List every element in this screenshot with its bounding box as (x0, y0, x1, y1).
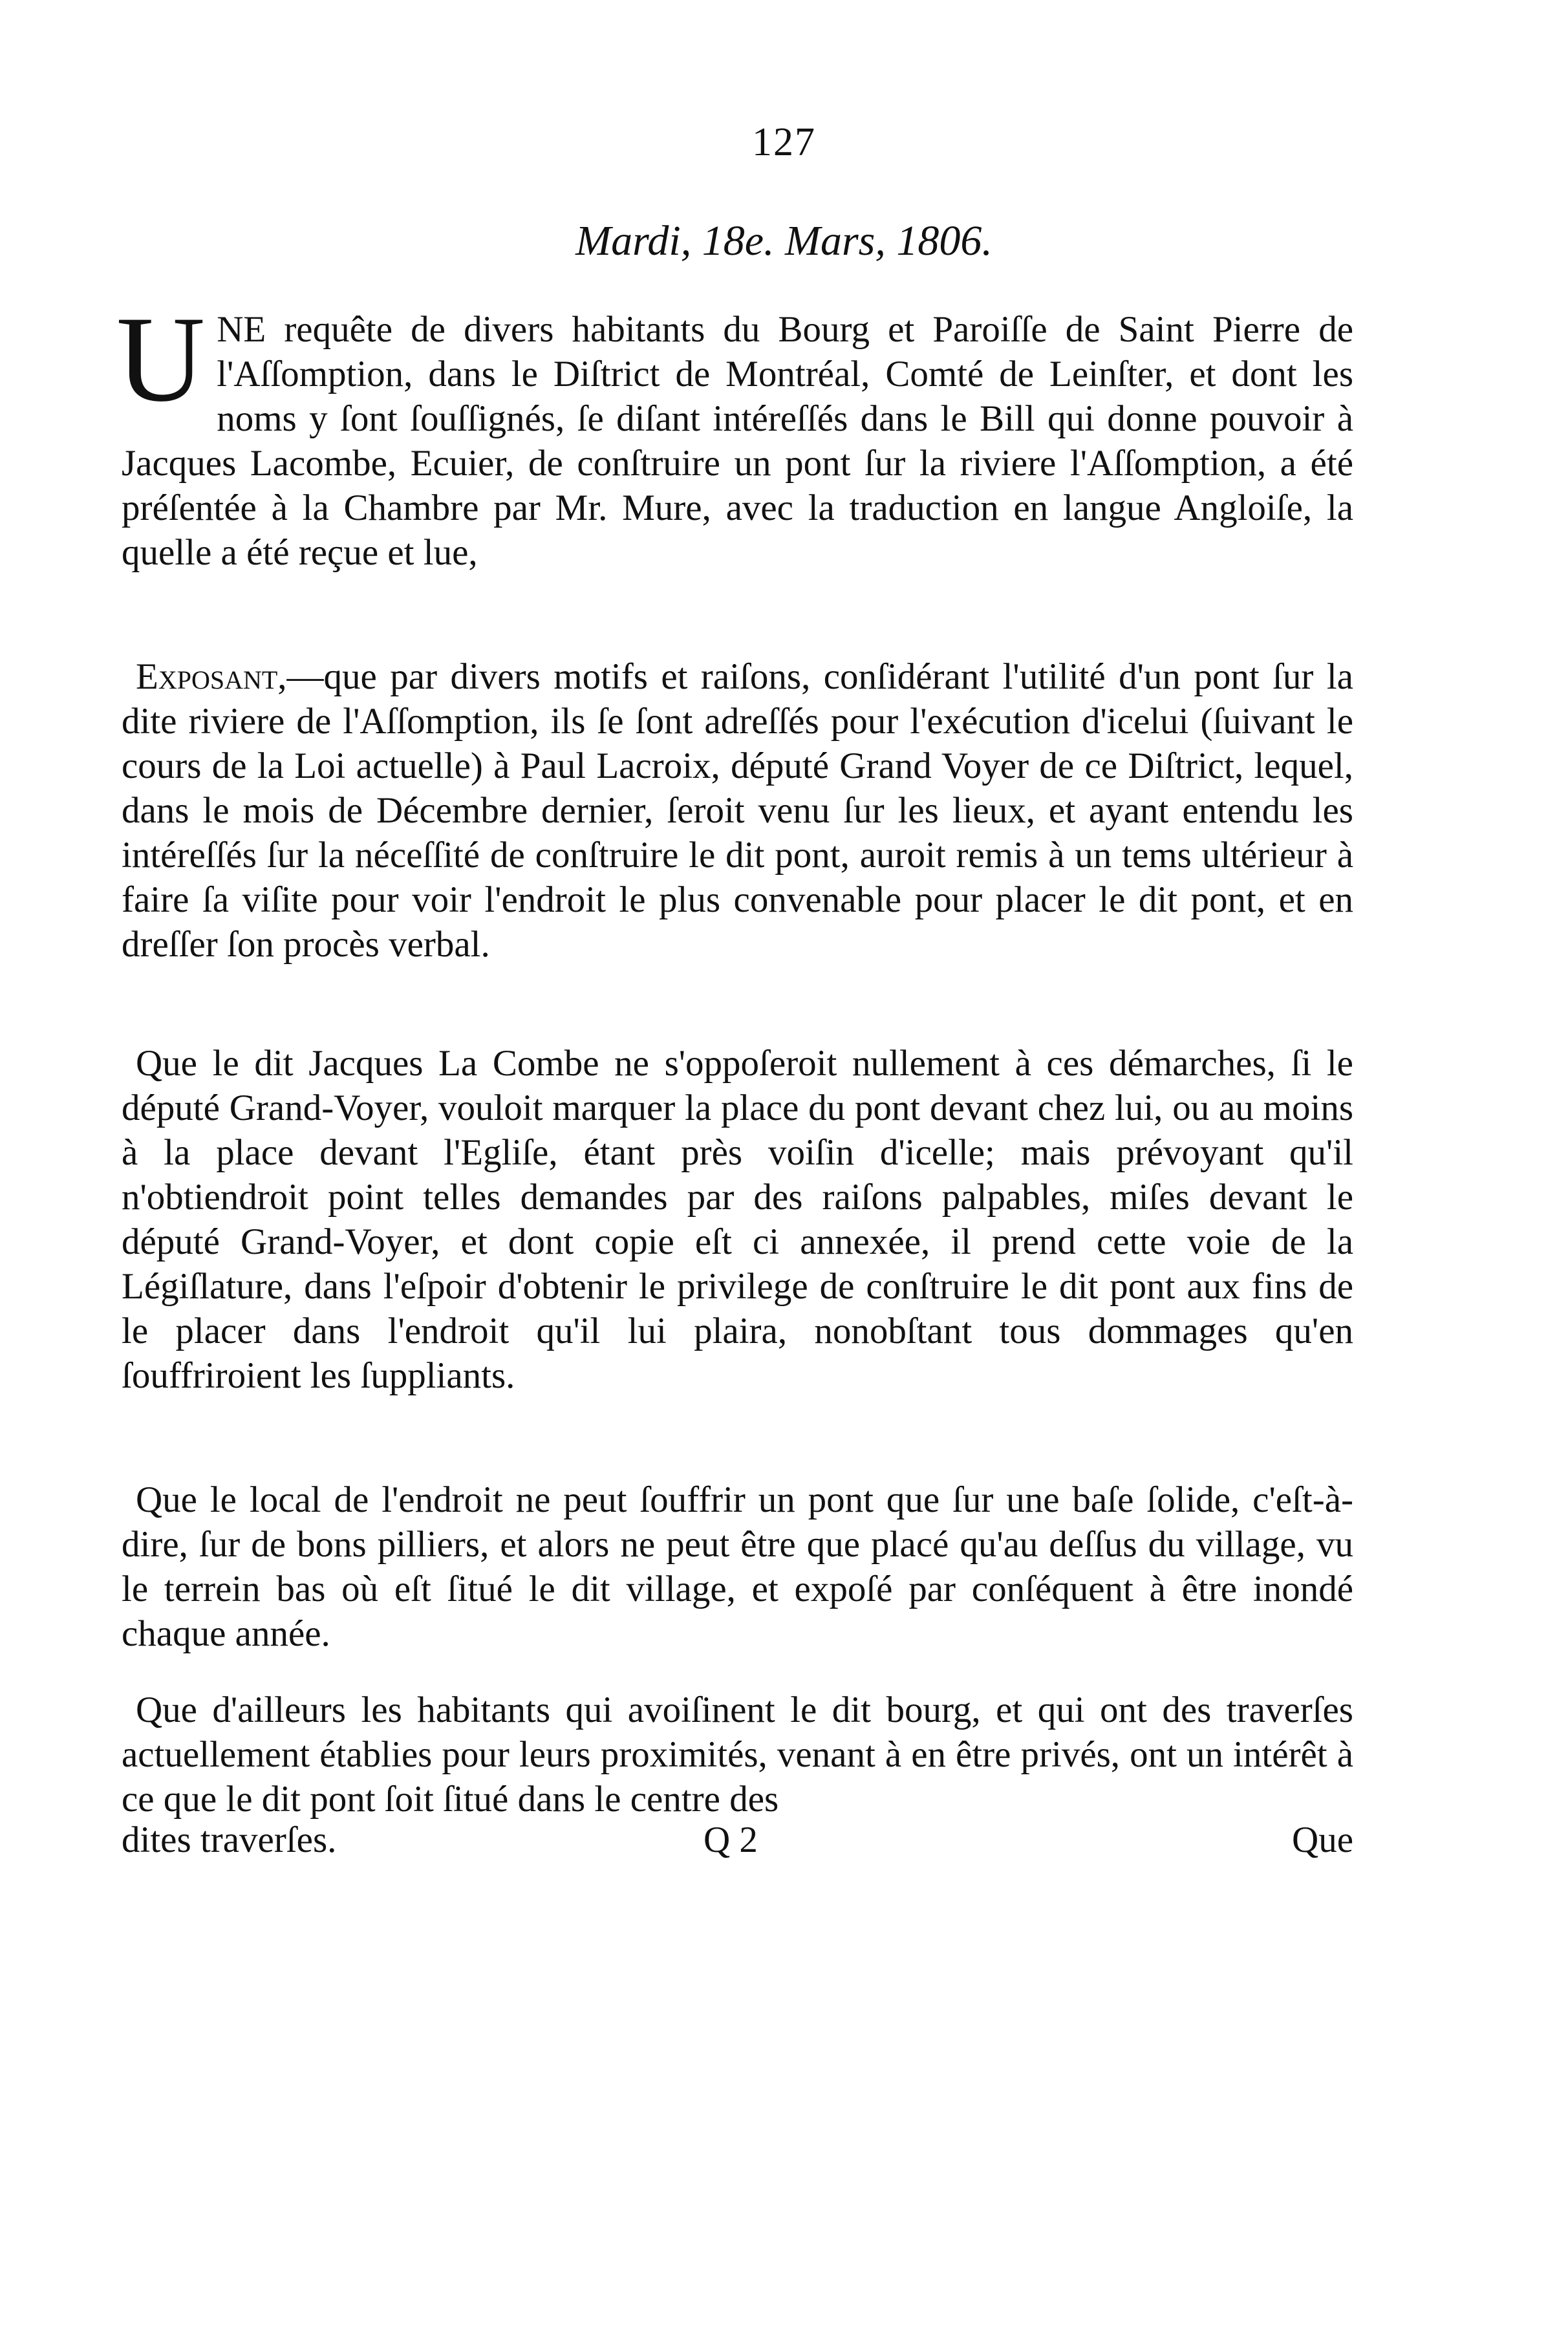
paragraph-traverses (122, 1688, 1353, 1821)
paragraph-text: NE requête de divers habitants du Bourg et Paroiſſe de Saint Pierre de l'Aſſomption, dans le Diſtrict de Montréal, Comté de Leinſter, et dont les noms y ſont ſouſſignés, ſe diſant intéreſſés dans le Bill qui donne pouvoir à Jacques Lacombe, Ecuier, de conſtruire un pont ſur la riviere l'Aſſomption, a été préſentée à la Chambre par Mr. Mure, avec la traduction en langue Angloiſe, la quelle a été reçue et lue, (122, 309, 1353, 573)
paragraph-text: Que le dit Jacques La Combe ne s'oppoſeroit nullement à ces démarches, ſi le député Grand-Voyer, vouloit marquer la place du pont devant chez lui, ou au moins à la place devant l'Egliſe, étant près voiſin d'icelle; mais prévoyant qu'il n'obtiendroit point telles demandes par des raiſons palpables, miſes devant le député Grand-Voyer, et dont copie eſt ci annexée, il prend cette voie de la Légiſlature, dans l'eſpoir d'obtenir le privilege de conſtruire le dit pont aux fins de le placer dans l'endroit qu'il lui plaira, nonobſtant tous dommages qu'en ſouffriroient les ſuppliants. (122, 1043, 1353, 1396)
paragraph-text: Que d'ailleurs les habitants qui avoiſinent le dit bourg, et qui ont des traverſes actuellement établies pour leurs proximités, venant à en être privés, ont un intérêt à ce que le dit pont ſoit ſitué dans le centre des (122, 1690, 1353, 1820)
date-heading: Mardi, 18e. Mars, 1806. (575, 217, 993, 264)
paragraph-lead: Exposant, (136, 656, 287, 697)
page-number: 127 (752, 120, 816, 164)
paragraph-local (122, 1477, 1353, 1656)
signature-mark: Q 2 (703, 1820, 758, 1860)
paragraph-exposant (122, 654, 1353, 967)
catchword: Que (1292, 1820, 1353, 1860)
page-footer (122, 1819, 1353, 1864)
drop-cap: U (116, 292, 206, 427)
paragraph-petition (116, 292, 1353, 575)
paragraph-lacombe (122, 1041, 1353, 1398)
paragraph-end-text: dites traverſes. (122, 1820, 337, 1860)
paragraph-text: —que par divers motifs et raiſons, conſidérant l'utilité d'un pont ſur la dite riviere de l'Aſſomption, ils ſe ſont adreſſés pour l'exécution d'icelui (ſuivant le cours de la Loi actuelle) à Paul Lacroix, député Grand Voyer de ce Diſtrict, lequel, dans le mois de Décembre dernier, ſeroit venu ſur les lieux, et ayant entendu les intéreſſés ſur la néceſſité de conſtruire le dit pont, auroit remis à un tems ultérieur à faire ſa viſite pour voir l'endroit le plus convenable pour placer le dit pont, et en dreſſer ſon procès verbal. (122, 656, 1353, 965)
paragraph-text: Que le local de l'endroit ne peut ſouffrir un pont que ſur une baſe ſolide, c'eſt-à-dire, ſur de bons pilliers, et alors ne peut être que placé qu'au deſſus du village, vu le terrein bas où eſt ſitué le dit village, et expoſé par conſéquent à être inondé chaque année. (122, 1479, 1353, 1654)
